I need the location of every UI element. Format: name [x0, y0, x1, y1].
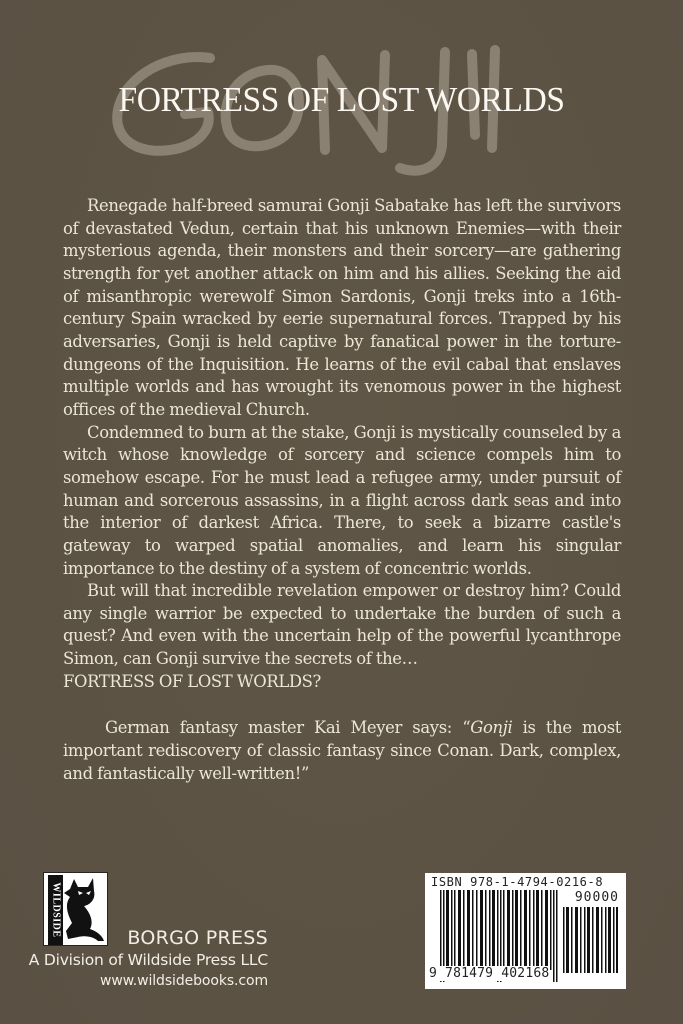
quote-body: is the most important rediscovery of classic fantasy since Conan. Dark, complex, and fantastically well-written!”	[63, 718, 621, 783]
blurb-closing-title: FORTRESS OF LOST WORLDS?	[63, 671, 321, 691]
price-addon-label: 90000	[574, 890, 619, 905]
addon-barcode-bars-icon	[563, 907, 619, 973]
publisher-name: BORGO PRESS	[127, 927, 268, 949]
blurb-paragraph-2: Condemned to burn at the stake, Gonji is mystically counseled by a witch whose knowledge of sorcery and science compels him to somehow escape. For he must lead a refugee army, under pursuit of human and sorcerous assassins, in a flight across dark seas and into the interior of darkest Africa. There, to seek a bizarre castle's gateway to warped spatial anomalies, and learn his singular importance to the destiny of a system of concentric worlds.	[63, 422, 621, 578]
publisher-url[interactable]: www.wildsidebooks.com	[100, 973, 268, 989]
quote-lead: German fantasy master Kai Meyer says: “	[105, 718, 471, 738]
review-quote	[63, 717, 621, 785]
publisher-division: A Division of Wildside Press LLC	[28, 951, 268, 969]
isbn-barcode	[425, 873, 626, 989]
ean-digits: 9 781479 402168	[429, 966, 550, 981]
quote-italic-title: Gonji	[470, 718, 513, 738]
logo-text: WILDSIDE	[50, 882, 61, 938]
blurb-text	[63, 195, 621, 785]
spacer	[63, 693, 621, 717]
blurb-paragraph-3: But will that incredible revelation empower or destroy him? Could any single warrior be expected to undertake the burden of such a quest? And even with the uncertain help of the powerful lycanthrope Simon, can Gonji survive the secrets of the…	[63, 581, 621, 669]
book-title: FORTRESS OF LOST WORLDS	[118, 80, 565, 119]
blurb-paragraph-1: Renegade half-breed samurai Gonji Sabatake has left the survivors of devastated Vedun, certain that his unknown Enemies—with their mysterious agenda, their monsters and their sorcery—are gathering strength for yet another attack on him and his allies. Seeking the aid of misanthropic werewolf Simon Sardonis, Gonji treks into a 16th-century Spain wracked by eerie supernatural forces. Trapped by his adversaries, Gonji is held captive by fanatical power in the torture-dungeons of the Inquisition. He learns of the evil cabal that enslaves multiple worlds and has wrought its venomous power in the highest offices of the medieval Church.	[63, 196, 621, 419]
isbn-label: ISBN 978-1-4794-0216-8	[431, 875, 604, 889]
